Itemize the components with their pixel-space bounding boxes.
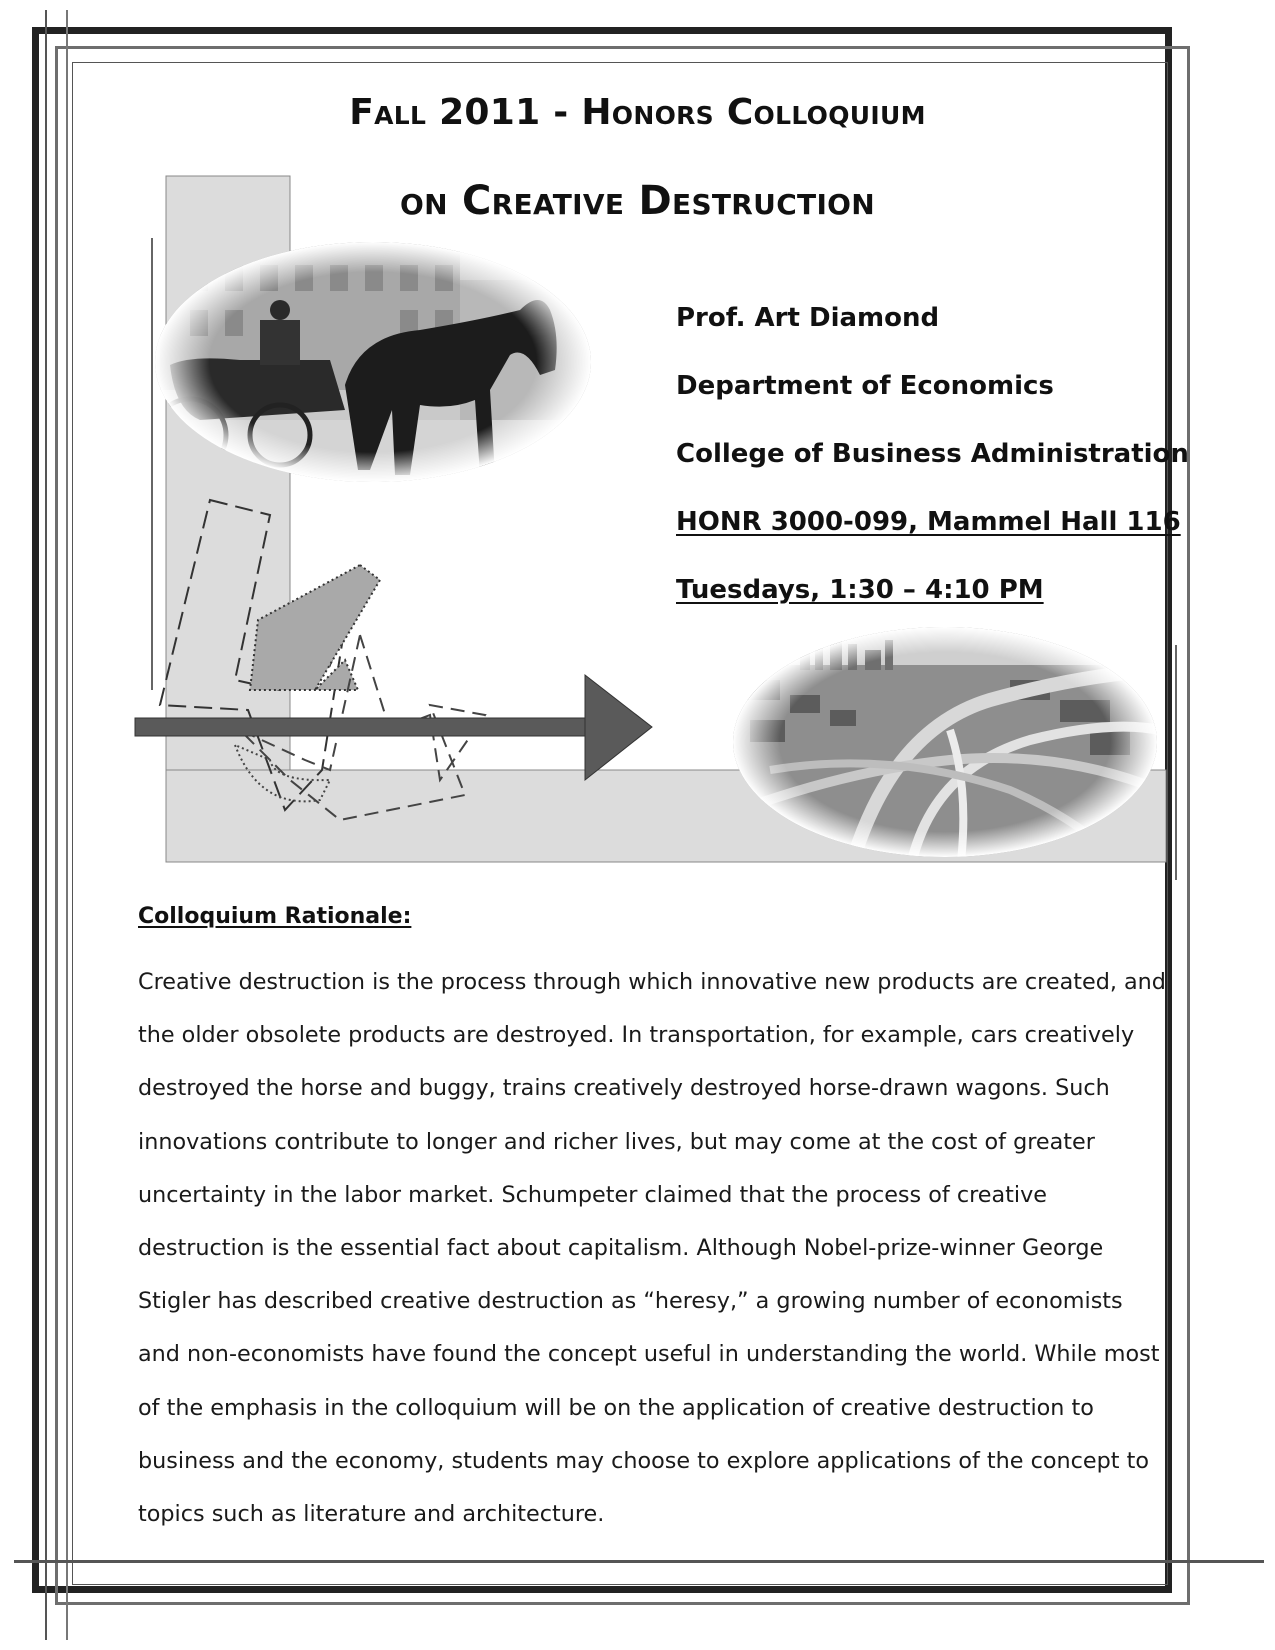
course-and-room: HONR 3000-099, Mammel Hall 116 bbox=[676, 507, 1181, 537]
rationale-body: Creative destruction is the process through which innovative new products are created, and the older obsolete products are destroyed. In transportation, for example, cars creatively destroyed the horse and buggy, trains creatively destroyed horse-drawn wagons. Such innovations contribute to longer and richer lives, but may come at the cost of greater uncertainty in the labor market. Schumpeter claimed that the process of creative destruction is the essential fact about capitalism. Although Nobel-prize-winner George Stigler has described creative destruction as “heresy,” a growing number of economists and non-economists have found the concept useful in understanding the world. While most of the emphasis in the colloquium will be on the application of creative destruction to business and the economy, students may choose to explore applications of the concept to topics such as literature and architecture. bbox=[138, 969, 1166, 1528]
frame-accent-line bbox=[14, 1560, 1264, 1563]
college-name: College of Business Administration bbox=[676, 439, 1189, 469]
department-name: Department of Economics bbox=[676, 371, 1054, 401]
professor-name: Prof. Art Diamond bbox=[676, 303, 940, 333]
course-schedule: Tuesdays, 1:30 – 4:10 PM bbox=[676, 575, 1044, 605]
title-line-2: on Creative Destruction bbox=[399, 178, 876, 224]
rationale-heading: Colloquium Rationale: bbox=[138, 904, 412, 929]
title-line-1: Fall 2011 - Honors Colloquium bbox=[349, 92, 926, 133]
frame-accent-line bbox=[45, 10, 47, 1640]
frame-accent-line bbox=[66, 10, 68, 1640]
